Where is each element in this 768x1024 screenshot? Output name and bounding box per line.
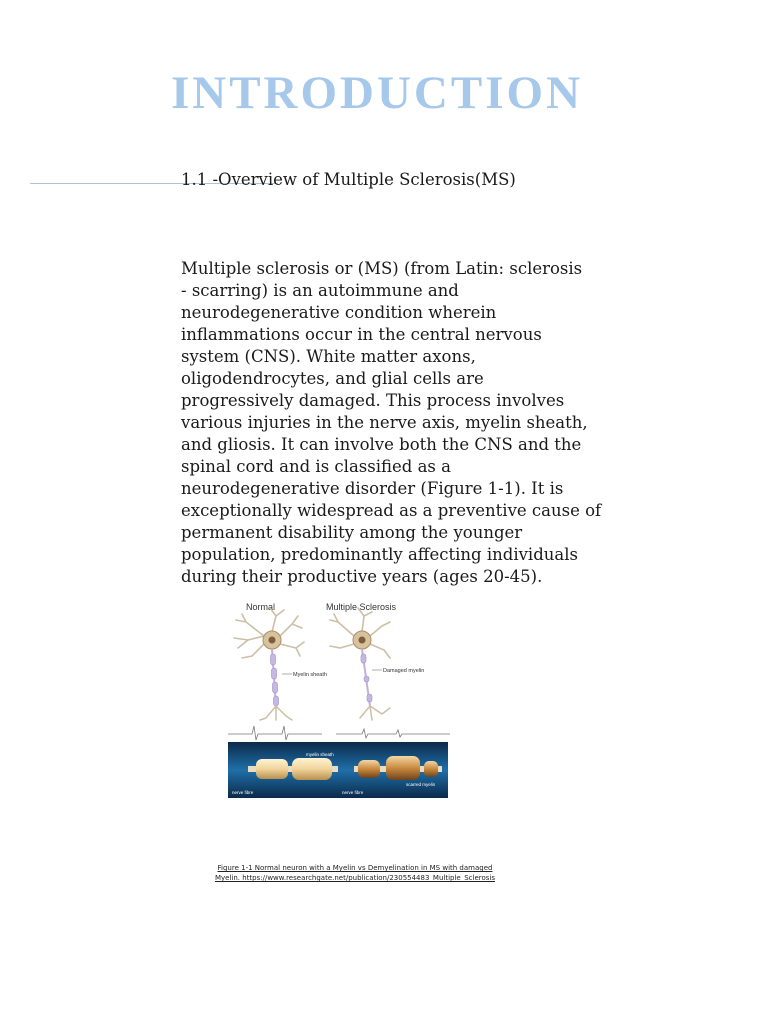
body-line: Multiple sclerosis or (MS) (from Latin: sclerosis bbox=[181, 259, 583, 278]
label-myelin-sheath: Myelin sheath bbox=[293, 672, 327, 678]
caption-line: Figure 1-1 Normal neuron with a Myelin vs Demyelination in MS with damaged bbox=[217, 864, 493, 872]
body-line: during their productive years (ages 20-45). bbox=[181, 567, 543, 586]
body-line: neurodegenerative disorder (Figure 1-1). It is bbox=[181, 479, 564, 498]
label-nerve-fibre-left: nerve fibre bbox=[232, 790, 254, 795]
section-heading: 1.1 -Overview of Multiple Sclerosis(MS) bbox=[181, 170, 516, 189]
label-nerve-fibre-right: nerve fibre bbox=[342, 790, 364, 795]
body-line: - scarring) is an autoimmune and bbox=[181, 281, 459, 300]
label-myelin-sheath-small: myelin sheath bbox=[306, 752, 334, 757]
label-damaged-myelin: Damaged myelin bbox=[383, 668, 425, 674]
body-line: spinal cord and is classified as a bbox=[181, 457, 451, 476]
body-line: oligodendrocytes, and glial cells are bbox=[181, 369, 484, 388]
body-line: neurodegenerative condition wherein bbox=[181, 303, 497, 322]
body-line: and gliosis. It can involve both the CNS and the bbox=[181, 435, 582, 454]
figure-caption bbox=[170, 863, 540, 883]
figure-label-normal: Normal bbox=[246, 602, 276, 612]
body-line: system (CNS). White matter axons, bbox=[181, 347, 476, 366]
page-title: INTRODUCTION bbox=[170, 67, 584, 119]
body-line: progressively damaged. This process involves bbox=[181, 391, 565, 410]
body-line: various injuries in the nerve axis, myelin sheath, bbox=[181, 413, 588, 432]
body-paragraph bbox=[181, 258, 641, 588]
label-scarred-myelin: scarred myelin bbox=[406, 782, 436, 787]
figure-label-ms: Multiple Sclerosis bbox=[326, 602, 397, 612]
nerve-fibre-3d-illustration bbox=[228, 742, 448, 798]
caption-link[interactable]: Myelin. https://www.researchgate.net/publication/230554483_Multiple_Sclerosis bbox=[214, 874, 496, 882]
body-line: population, predominantly affecting individuals bbox=[181, 545, 578, 564]
body-line: permanent disability among the younger bbox=[181, 523, 523, 542]
body-line: inflammations occur in the central nervous bbox=[181, 325, 542, 344]
ms-neuron-illustration bbox=[330, 608, 450, 738]
normal-neuron-illustration bbox=[228, 608, 327, 740]
body-line: exceptionally widespread as a preventive cause of bbox=[181, 501, 602, 520]
neuron-figure bbox=[226, 598, 452, 800]
